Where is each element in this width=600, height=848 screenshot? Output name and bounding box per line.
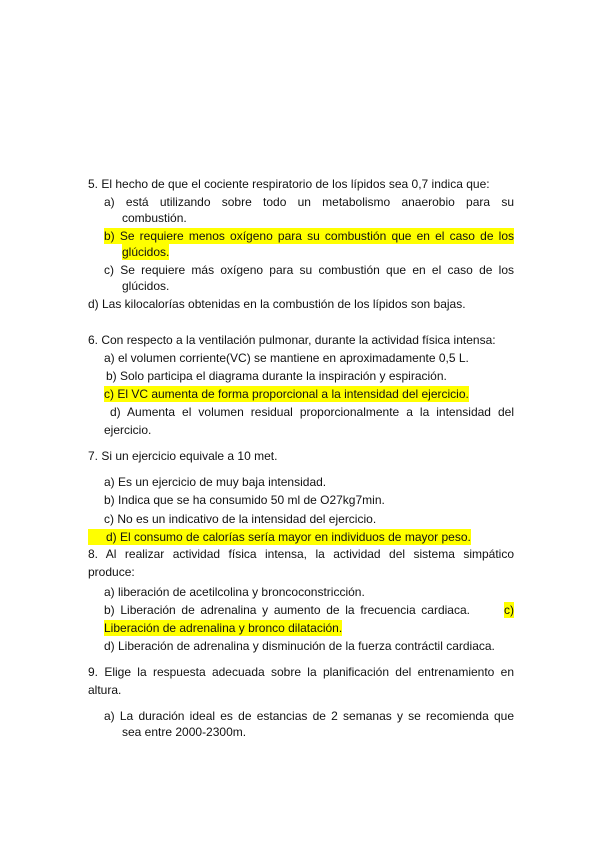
q7-option-c: c) No es un indicativo de la intensidad del ejercicio.: [104, 512, 377, 526]
q8-option-a: a) liberación de acetilcolina y broncoconstricción.: [104, 585, 365, 599]
q8-option-c-end: Liberación de adrenalina y bronco dilatación.: [104, 621, 343, 635]
q7-option-d: d) El consumo de calorías sería mayor en individuos de mayor peso.: [88, 529, 471, 545]
q6-option-a: a) el volumen corriente(VC) se mantiene en aproximadamente 0,5 L.: [104, 351, 469, 365]
q7-option-a: a) Es un ejercicio de muy baja intensidad.: [104, 475, 327, 489]
q6-option-b: b) Solo participa el diagrama durante la inspiración y espiración.: [106, 369, 447, 383]
q8-option-d: d) Liberación de adrenalina y disminución de la fuerza contráctil cardiaca.: [104, 639, 495, 653]
q6-option-d-line1: d) Aumenta el volumen residual proporcionalmente a la intensidad del: [110, 405, 514, 419]
q5-option-d: d) Las kilocalorías obtenidas en la combustión de los lípidos son bajas.: [88, 297, 466, 311]
q9-option-a-line1: a) La duración ideal es de estancias de 2 semanas y se recomienda que: [104, 709, 514, 723]
question-9-line2: altura.: [88, 683, 122, 697]
q5-option-b-line1: b) Se requiere menos oxígeno para su combustión que en el caso de los: [104, 229, 514, 243]
q7-option-b: b) Indica que se ha consumido 50 ml de O27kg7min.: [104, 493, 385, 507]
question-9-line1: 9. Elige la respuesta adecuada sobre la planificación del entrenamiento en: [88, 665, 514, 679]
question-8-line2: produce:: [88, 565, 135, 579]
q6-option-d-line2: ejercicio.: [104, 423, 152, 437]
q5-option-b-line2: glúcidos.: [122, 245, 170, 259]
question-5-text: 5. El hecho de que el cociente respiratorio de los lípidos sea 0,7 indica que:: [88, 177, 490, 191]
q5-option-c-line1: c) Se requiere más oxígeno para su combustión que en el caso de los: [104, 263, 514, 277]
q5-option-c-line2: glúcidos.: [122, 279, 170, 293]
question-6-text: 6. Con respecto a la ventilación pulmonar, durante la actividad física intensa:: [88, 333, 496, 347]
q6-option-c: c) El VC aumenta de forma proporcional a la intensidad del ejercicio.: [104, 387, 469, 401]
question-8-line1: 8. Al realizar actividad física intensa, la actividad del sistema simpático: [88, 547, 514, 561]
q5-option-a-line1: a) está utilizando sobre todo un metabolismo anaerobio para su: [104, 195, 514, 209]
question-7-text: 7. Si un ejercicio equivale a 10 met.: [88, 449, 278, 463]
q5-option-a-line2: combustión.: [122, 211, 187, 225]
q9-option-a-line2: sea entre 2000-2300m.: [122, 725, 247, 739]
q8-option-b: b) Liberación de adrenalina y aumento de la frecuencia cardiaca.: [104, 603, 470, 617]
q8-option-c-start: c): [504, 603, 514, 617]
